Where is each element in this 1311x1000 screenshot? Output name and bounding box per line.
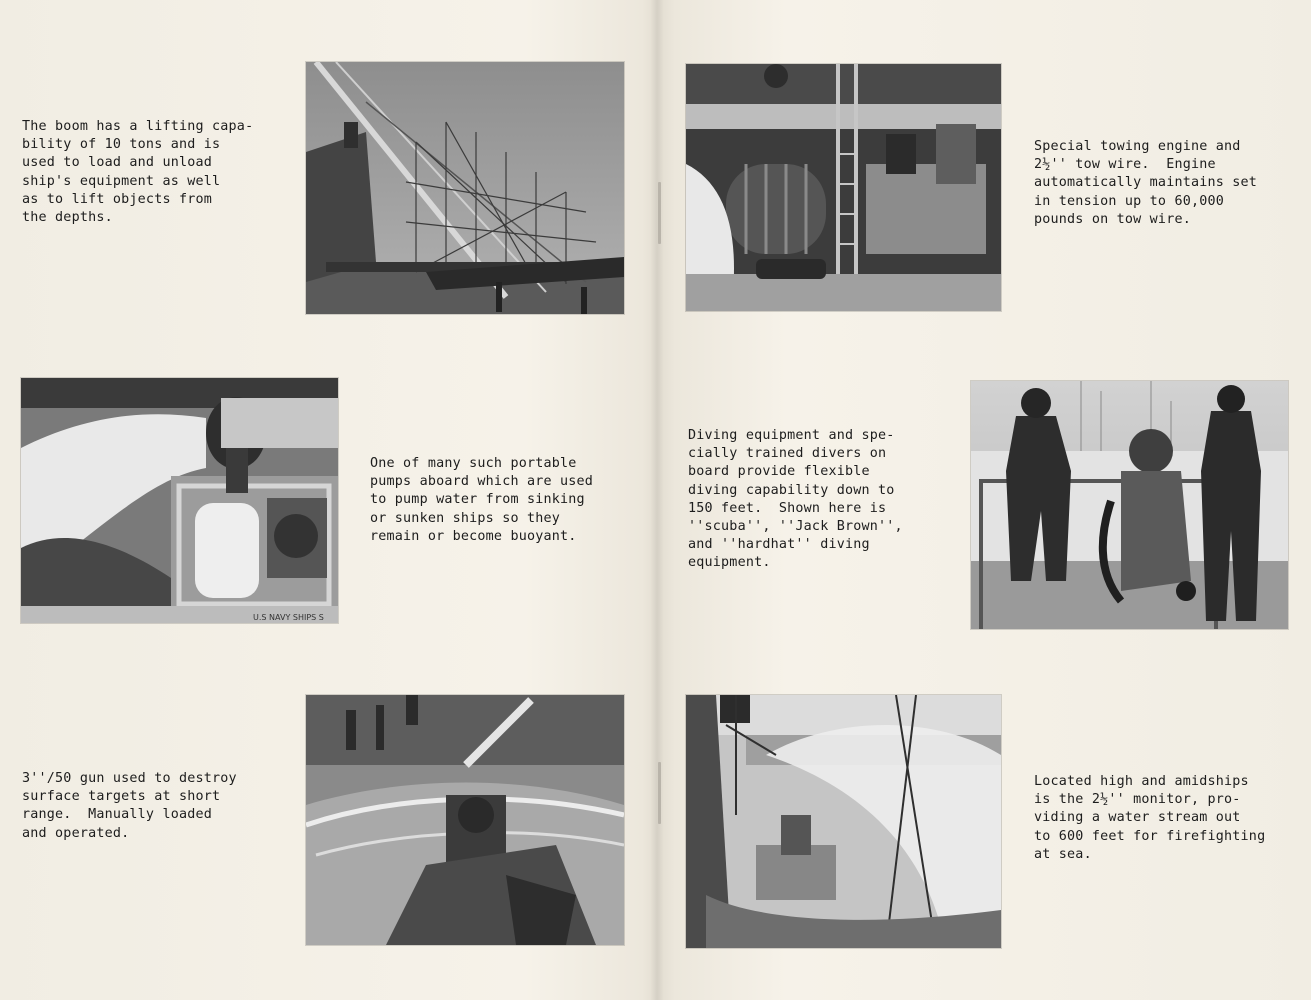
towing-engine-photo xyxy=(686,64,1001,311)
boom-caption: The boom has a lifting capa- bility of 10 tons and is used to load and unload ship's equipment as well as to lift objects from the depths. xyxy=(22,119,254,226)
monitor-caption: Located high and amidships is the 2½'' monitor, pro- viding a water stream out to 600 feet for firefighting at sea. xyxy=(1034,774,1266,862)
diving-photo xyxy=(971,381,1288,629)
pump-caption: One of many such portable pumps aboard which are used to pump water from sinking or sunken ships so they remain or become buoyant. xyxy=(370,456,594,544)
pump-stencil-text: U.S NAVY SHIPS S xyxy=(253,613,324,622)
staple-bottom xyxy=(658,762,661,824)
pump-photo xyxy=(21,378,338,623)
page-gutter xyxy=(650,0,664,1000)
gun-caption: 3''/50 gun used to destroy surface targets at short range. Manually loaded and operated. xyxy=(22,771,237,841)
staple-top xyxy=(658,182,661,244)
towing-caption: Special towing engine and 2½'' tow wire. Engine automatically maintains set in tension up to 60,000 pounds on tow wire. xyxy=(1034,139,1258,227)
diving-caption: Diving equipment and spe- cially trained divers on board provide flexible diving capability down to 150 feet. Shown here is ''scuba'', ''Jack Brown'', and ''hardhat'' diving equipment. xyxy=(688,428,903,571)
monitor-photo xyxy=(686,695,1001,948)
boom-photo xyxy=(306,62,624,314)
gun-photo xyxy=(306,695,624,945)
